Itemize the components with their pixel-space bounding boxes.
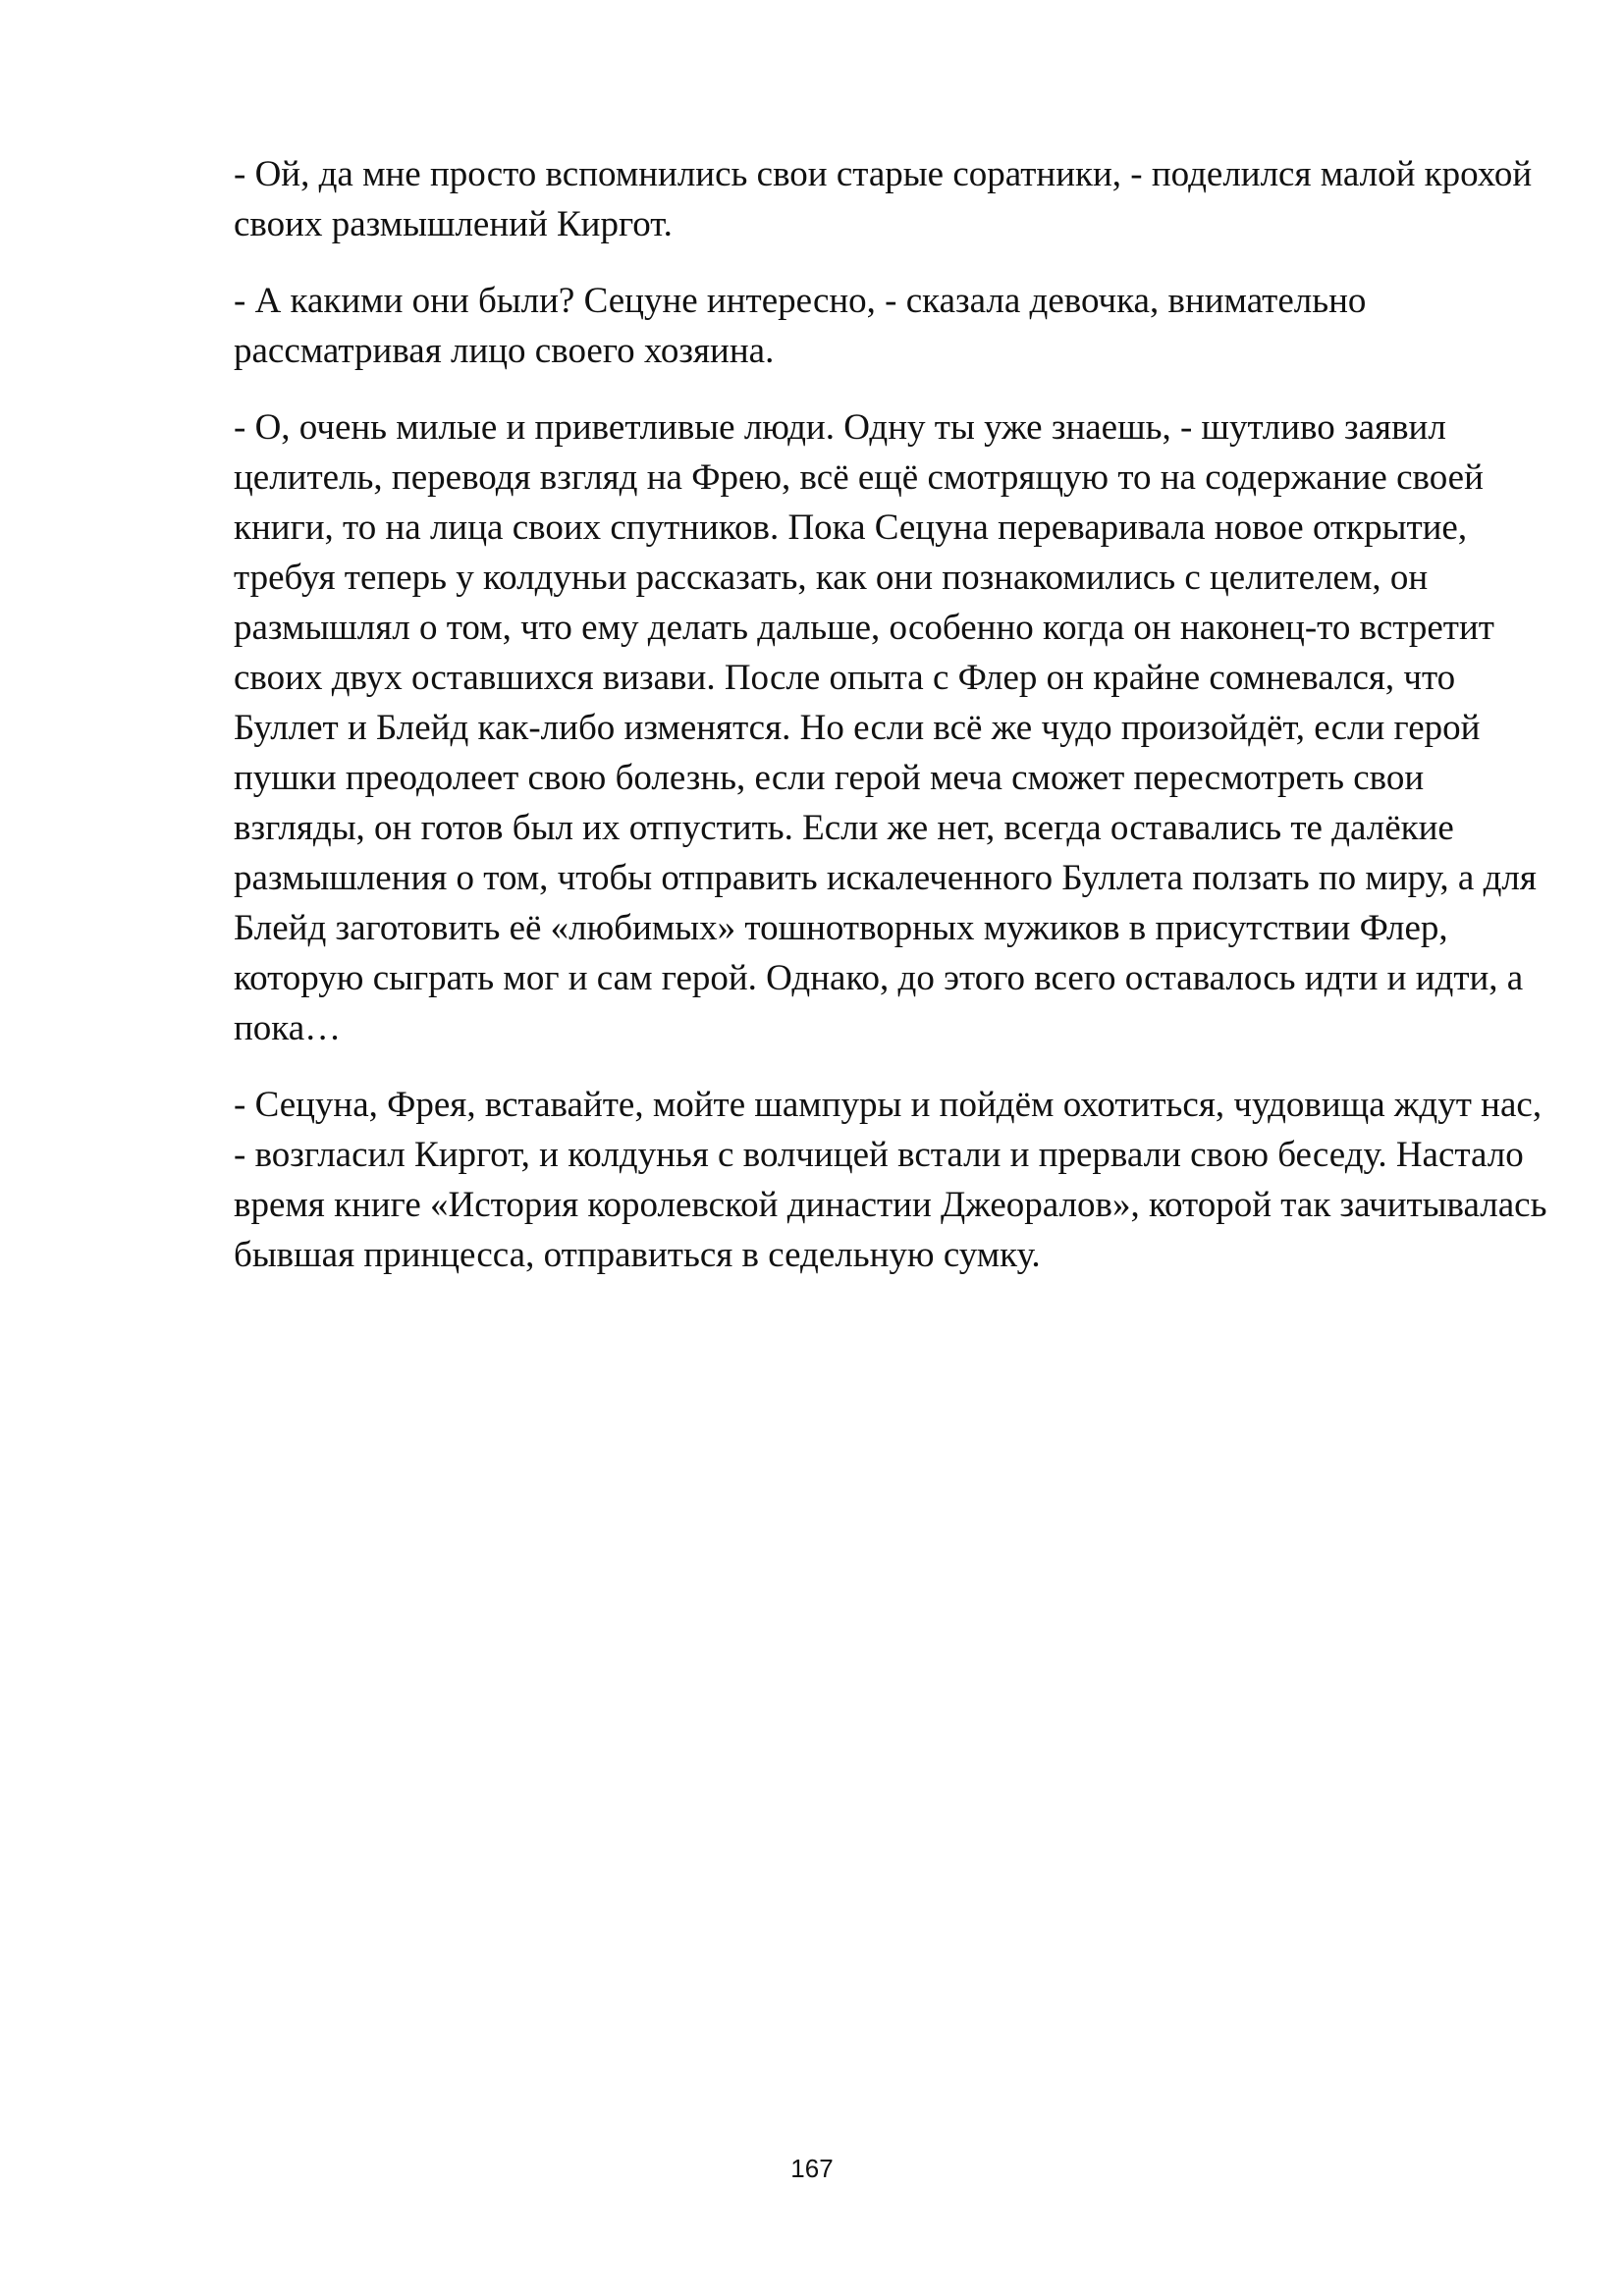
- body-text: [234, 149, 1549, 1307]
- paragraph-1: - Ой, да мне просто вспомнились свои старые соратники, - поделился малой крохой своих размышлений Киргот.: [234, 154, 1533, 244]
- page-number: 167: [790, 2154, 834, 2183]
- paragraph-4: - Сецуна, Фрея, вставайте, мойте шампуры и пойдём охотиться, чудовища ждут нас, - возгласил Киргот, и колдунья с волчицей встали и прервали свою беседу. Настало время книге «История королевской династии Джеоралов», которой так зачитывалась бывшая принцесса, отправиться в седельную сумку.: [234, 1085, 1547, 1275]
- paragraph-2: - А какими они были? Сецуне интересно, - сказала девочка, внимательно рассматривая лицо своего хозяина.: [234, 281, 1367, 371]
- paragraph-3: - О, очень милые и приветливые люди. Одну ты уже знаешь, - шутливо заявил целитель, переводя взгляд на Фрею, всё ещё смотрящую то на содержание своей книги, то на лица своих спутников. Пока Сецуна переваривала новое открытие, требуя теперь у колдуньи рассказать, как они познакомились с целителем, он размышлял о том, что ему делать дальше, особенно когда он наконец-то встретит своих двух оставшихся визави. После опыта с Флер он крайне сомневался, что Буллет и Блейд как-либо изменятся. Но если всё же чудо произойдёт, если герой пушки преодолеет свою болезнь, если герой меча сможет пересмотреть свои взгляды, он готов был их отпустить. Если же нет, всегда оставались те далёкие размышления о том, чтобы отправить искалеченного Буллета ползать по миру, а для Блейд заготовить её «любимых» тошнотворных мужиков в присутствии Флер, которую сыграть мог и сам герой. Однако, до этого всего оставалось идти и идти, а пока…: [234, 407, 1537, 1048]
